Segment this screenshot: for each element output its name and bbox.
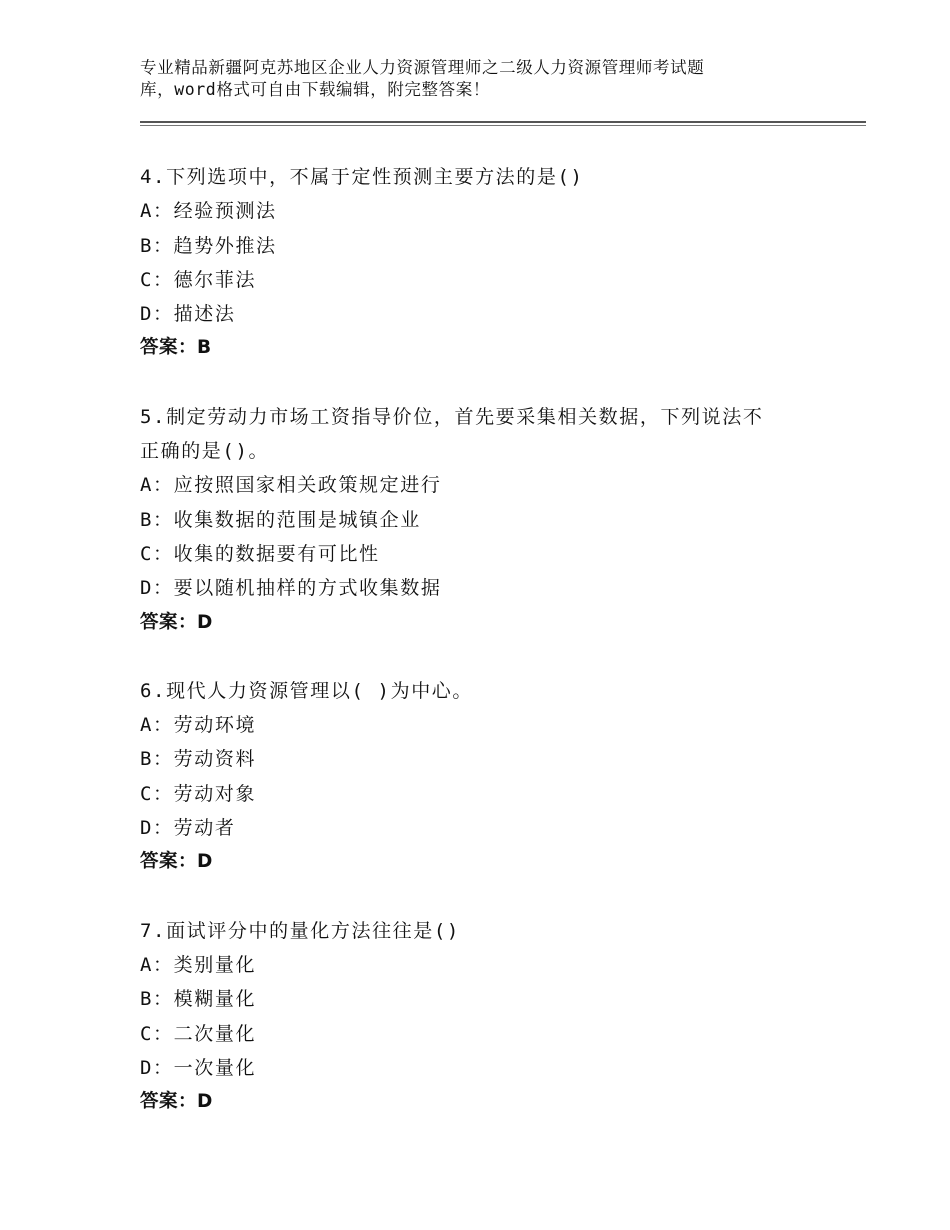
option-d: D：要以随机抽样的方式收集数据 [140,577,442,600]
question-title: 7.面试评分中的量化方法往往是() [140,919,460,942]
option-d: D：一次量化 [140,1056,257,1079]
option-a: A：劳动环境 [140,714,257,737]
option-c: C：二次量化 [140,1022,257,1045]
option-b: B：收集数据的范围是城镇企业 [140,508,421,531]
option-d: D：劳动者 [140,817,236,840]
question-title-line-2: 正确的是()。 [140,440,270,463]
question-title-line-1: 5.制定劳动力市场工资指导价位，首先要采集相关数据，下列说法不 [140,405,764,428]
option-a: A：应按照国家相关政策规定进行 [140,474,442,497]
question-title: 4.下列选项中，不属于定性预测主要方法的是() [140,166,584,188]
question-list [140,160,840,1153]
answer-label: 答案：D [140,611,213,633]
header-line-2: 库，word格式可自由下载编辑，附完整答案！ [140,80,490,99]
header-divider-thick [140,121,866,123]
option-c: C：收集的数据要有可比性 [140,542,380,565]
option-b: B：模糊量化 [140,988,257,1011]
question-6 [140,674,840,880]
answer-label: 答案：B [140,337,212,359]
header-line-1: 专业精品新疆阿克苏地区企业人力资源管理师之二级人力资源管理师考试题 [140,58,705,77]
question-7 [140,914,840,1120]
question-5 [140,400,840,640]
question-title: 6.现代人力资源管理以( )为中心。 [140,679,473,702]
answer-label: 答案：D [140,1091,213,1113]
option-c: C：劳动对象 [140,782,257,805]
option-a: A：类别量化 [140,953,257,976]
header-divider-thin [140,125,866,126]
option-b: B：趋势外推法 [140,234,277,257]
answer-label: 答案：D [140,851,213,873]
question-4 [140,160,840,366]
option-d: D：描述法 [140,303,236,326]
option-c: C：德尔菲法 [140,268,257,291]
option-a: A：经验预测法 [140,200,277,223]
option-b: B：劳动资料 [140,748,257,771]
document-header [140,57,780,101]
